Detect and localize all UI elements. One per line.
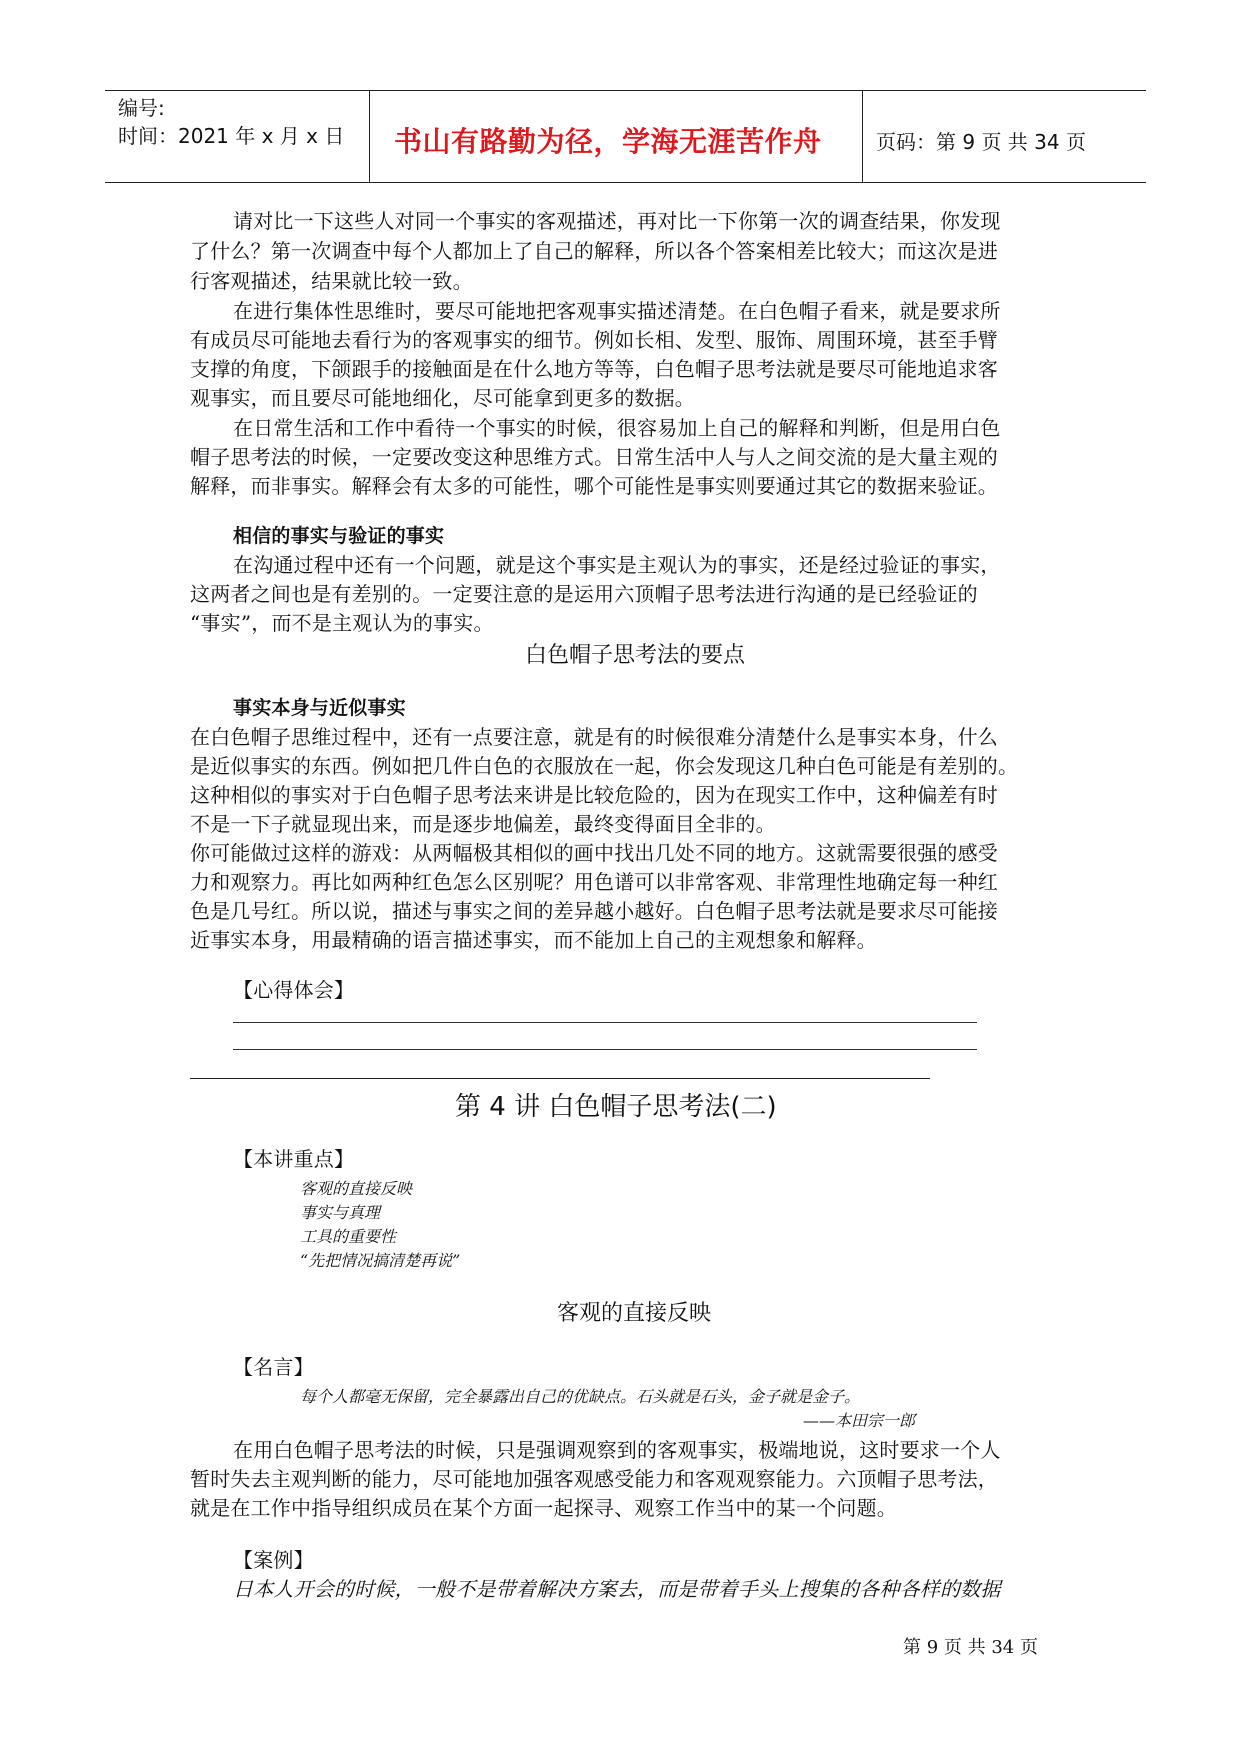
- text-line: 请对比一下这些人对同一个事实的客观描述，再对比一下你第一次的调查结果，你发现: [233, 209, 1001, 233]
- reflection-line-2: [233, 1049, 977, 1050]
- subheading-fact-vs-approx: 事实本身与近似事实: [233, 697, 406, 719]
- text-line: 有成员尽可能地去看行为的客观事实的细节。例如长相、发型、服饰、周围环境，甚至手臂: [190, 328, 998, 352]
- focus-label: 【本讲重点】: [233, 1147, 355, 1171]
- text-line: 了什么？第一次调查中每个人都加上了自己的解释，所以各个答案相差比较大；而这次是进: [190, 239, 998, 263]
- text-line: 行客观描述，结果就比较一致。: [190, 269, 473, 293]
- text-line: 不是一下子就显现出来，而是逐步地偏差，最终变得面目全非的。: [190, 812, 776, 836]
- text-line: 近事实本身，用最精确的语言描述事实，而不能加上自己的主观想象和解释。: [190, 928, 877, 952]
- text-line: 力和观察力。再比如两种红色怎么区别呢？用色谱可以非常客观、非常理性地确定每一种红: [190, 870, 998, 894]
- quote-author: ——本田宗一郎: [803, 1411, 916, 1430]
- header-time-label: 时间：2021 年 x 月 x 日: [118, 124, 345, 148]
- focus-item: 工具的重要性: [300, 1227, 397, 1246]
- text-line: 色是几号红。所以说，描述与事实之间的差异越小越好。白色帽子思考法就是要求尽可能接: [190, 899, 998, 923]
- focus-item: 客观的直接反映: [300, 1179, 413, 1198]
- text-line: 观事实，而且要尽可能地细化，尽可能拿到更多的数据。: [190, 386, 695, 410]
- header-number-label: 编号:: [118, 96, 165, 120]
- text-line: 解释，而非事实。解释会有太多的可能性，哪个可能性是事实则要通过其它的数据来验证。: [190, 474, 998, 498]
- focus-item: “先把情况搞清楚再说”: [300, 1251, 461, 1270]
- header-bottom-border: [105, 182, 1146, 183]
- text-line: 在用白色帽子思考法的时候，只是强调观察到的客观事实，极端地说，这时要求一个人: [233, 1438, 1001, 1462]
- header-motto: 书山有路勤为径，学海无涯苦作舟: [394, 125, 822, 158]
- text-line: 在白色帽子思维过程中，还有一点要注意，就是有的时候很难分清楚什么是事实本身，什么: [190, 725, 998, 749]
- quote-text: 每个人都毫无保留，完全暴露出自己的优缺点。石头就是石头，金子就是金子。: [300, 1387, 861, 1406]
- text-line: 在日常生活和工作中看待一个事实的时候，很容易加上自己的解释和判断，但是用白色: [233, 416, 1001, 440]
- text-line: 支撑的角度，下颌跟手的接触面是在什么地方等等，白色帽子思考法就是要尽可能地追求客: [190, 357, 998, 381]
- reflection-line-1: [233, 1022, 977, 1023]
- footer-page-number: 第 9 页 共 34 页: [903, 1637, 1038, 1658]
- header-divider-right: [862, 90, 863, 182]
- section-title-key-points: 白色帽子思考法的要点: [525, 643, 746, 668]
- text-line: 是近似事实的东西。例如把几件白色的衣服放在一起，你会发现这几种白色可能是有差别的。: [190, 754, 1019, 778]
- section-title-objective: 客观的直接反映: [557, 1301, 712, 1326]
- case-label: 【案例】: [233, 1548, 314, 1572]
- text-line: 这种相似的事实对于白色帽子思考法来讲是比较危险的，因为在现实工作中，这种偏差有时: [190, 783, 998, 807]
- lecture-separator: [190, 1078, 930, 1079]
- subheading-believed-verified: 相信的事实与验证的事实: [233, 525, 445, 547]
- case-text: 日本人开会的时候，一般不是带着解决方案去，而是带着手头上搜集的各种各样的数据: [233, 1577, 1001, 1601]
- lecture-title: 第 4 讲 白色帽子思考法(二): [455, 1092, 777, 1122]
- text-line: 在进行集体性思维时，要尽可能地把客观事实描述清楚。在白色帽子看来，就是要求所: [233, 299, 1001, 323]
- text-line: 在沟通过程中还有一个问题，就是这个事实是主观认为的事实，还是经过验证的事实，: [233, 553, 1001, 577]
- reflection-label: 【心得体会】: [233, 978, 355, 1002]
- text-line: 就是在工作中指导组织成员在某个方面一起探寻、观察工作当中的某一个问题。: [190, 1496, 897, 1520]
- text-line: 暂时失去主观判断的能力，尽可能地加强客观感受能力和客观观察能力。六顶帽子思考法，: [190, 1467, 998, 1491]
- quote-label: 【名言】: [233, 1355, 314, 1379]
- text-line: “事实”，而不是主观认为的事实。: [190, 611, 494, 635]
- header-top-border: [105, 90, 1146, 91]
- text-line: 这两者之间也是有差别的。一定要注意的是运用六顶帽子思考法进行沟通的是已经验证的: [190, 582, 978, 606]
- text-line: 你可能做过这样的游戏：从两幅极其相似的画中找出几处不同的地方。这就需要很强的感受: [190, 841, 998, 865]
- text-line: 帽子思考法的时候，一定要改变这种思维方式。日常生活中人与人之间交流的是大量主观的: [190, 445, 998, 469]
- header-page-label: 页码：第 9 页 共 34 页: [876, 130, 1086, 154]
- header-divider-left: [369, 90, 370, 182]
- focus-item: 事实与真理: [300, 1203, 381, 1222]
